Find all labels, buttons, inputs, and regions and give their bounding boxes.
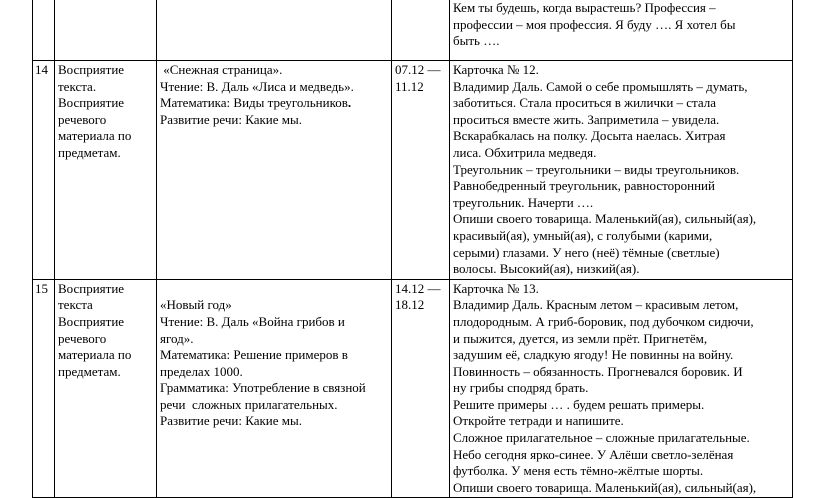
topic-line: Восприятие [58, 62, 125, 77]
date-line: 18.12 [395, 297, 425, 313]
topic-line: предметам. [58, 144, 121, 160]
curriculum-table [32, 0, 793, 498]
content-line: Кем ты будешь, когда вырастешь? Профессия – [453, 0, 716, 15]
content-line: лиса. Обхитрила медведя. [453, 144, 597, 160]
date-cell [392, 279, 450, 498]
content-line: волосы. Высокий(ая), низкий(ая). [453, 261, 640, 277]
lesson-line: «Новый год» [160, 297, 232, 313]
topic-line: Восприятие [58, 95, 125, 111]
table-row [33, 61, 793, 280]
lesson-line: Математика: Решение примеров в [160, 347, 348, 363]
content-line: плодородным. А гриб-боровик, под дубочком сидючи, [453, 313, 754, 329]
content-cell [450, 279, 793, 498]
content-line: треугольник. Начерти …. [453, 194, 594, 210]
lesson-cell [157, 61, 392, 280]
lesson-line: ягод». [160, 330, 194, 346]
lesson-text: Математика: Виды треугольников [160, 95, 348, 111]
row-number-cell [33, 279, 55, 498]
lesson-cell [157, 0, 392, 61]
topic-line: речевого [58, 111, 107, 127]
content-line: Равнобедренный треугольник, равносторонний [453, 178, 715, 194]
content-line: задушим её, сладкую ягоду! Не повинны на войну. [453, 347, 734, 363]
topic-line: текста. [58, 78, 97, 94]
lesson-line: Развитие речи: Какие мы. [160, 111, 302, 127]
lesson-bold-period: . [347, 95, 352, 111]
topic-line: Восприятие [58, 313, 125, 329]
topic-line: речевого [58, 330, 107, 346]
content-line: серыми) глазами. У него (неё) тёмные (светлые) [453, 244, 720, 260]
content-line: быть …. [453, 33, 500, 49]
content-line: профессии – моя профессия. Я буду …. Я хотел бы [453, 16, 736, 32]
date-line: 14.12 — [395, 280, 441, 296]
content-line: Решите примеры … . будем решать примеры. [453, 396, 705, 412]
row-number-cell [33, 61, 55, 280]
table-row [33, 279, 793, 498]
content-line: Карточка № 13. [453, 280, 539, 296]
lesson-spacer [160, 281, 388, 298]
topic-cell [55, 0, 157, 61]
lesson-line: Чтение: В. Даль «Война грибов и [160, 313, 345, 329]
lesson-line: речи сложных прилагательных. [160, 396, 338, 412]
lesson-line: Чтение: В. Даль «Лиса и медведь». [160, 78, 354, 94]
row-number: 14 [35, 62, 48, 77]
content-line: Владимир Даль. Самой о себе промышлять – думать, [453, 78, 748, 94]
content-line: Владимир Даль. Красным летом – красивым летом, [453, 297, 739, 313]
content-line: и пыжится, дуется, из земли прёт. Пригнетём, [453, 330, 708, 346]
lesson-line: Развитие речи: Какие мы. [160, 413, 302, 429]
lesson-line: «Снежная страница». [160, 62, 283, 77]
content-cell [450, 0, 793, 61]
date-line: 11.12 [395, 78, 424, 94]
row-number: 15 [35, 280, 48, 296]
date-cell [392, 61, 450, 280]
content-line: ну грибы сподряд брать. [453, 380, 589, 396]
content-line: заботиться. Стала проситься в жилички – стала [453, 95, 717, 111]
topic-line: Восприятие [58, 280, 125, 296]
content-line: красивый(ая), умный(ая), с голубыми (карими, [453, 227, 713, 243]
topic-line: материала по [58, 128, 132, 144]
lesson-cell [157, 279, 392, 498]
content-line: Опиши своего товарища. Маленький(ая), сильный(ая), [453, 479, 757, 495]
topic-cell [55, 279, 157, 498]
content-line: Повинность – обязанность. Прогневался боровик. И [453, 363, 743, 379]
content-line: футболка. У меня есть тёмно-жёлтые шорты. [453, 463, 704, 479]
content-line: Откройте тетради и напишите. [453, 413, 624, 429]
content-cell [450, 61, 793, 280]
content-line: Небо сегодня ярко-синее. У Алёши светло-зелёная [453, 446, 734, 462]
date-cell [392, 0, 450, 61]
content-line: Вскарабкалась на полку. Досыта наелась. Хитрая [453, 128, 726, 144]
date-line: 07.12 — [395, 62, 441, 77]
topic-line: материала по [58, 347, 132, 363]
lesson-line: Грамматика: Употребление в связной [160, 380, 366, 396]
lesson-line: пределах 1000. [160, 363, 243, 379]
content-line: Опиши своего товарища. Маленький(ая), сильный(ая), [453, 211, 757, 227]
content-line: проситься вместе жить. Заприметила – увидела. [453, 111, 720, 127]
content-line: Сложное прилагательное – сложные прилагательные. [453, 430, 750, 446]
content-line: Карточка № 12. [453, 62, 539, 77]
table-row [33, 0, 793, 61]
topic-line: предметам. [58, 363, 121, 379]
topic-cell [55, 61, 157, 280]
lesson-line [160, 95, 388, 112]
row-number-cell [33, 0, 55, 61]
content-line: Треугольник – треугольники – виды треугольников. [453, 161, 740, 177]
topic-line: текста [58, 297, 93, 313]
